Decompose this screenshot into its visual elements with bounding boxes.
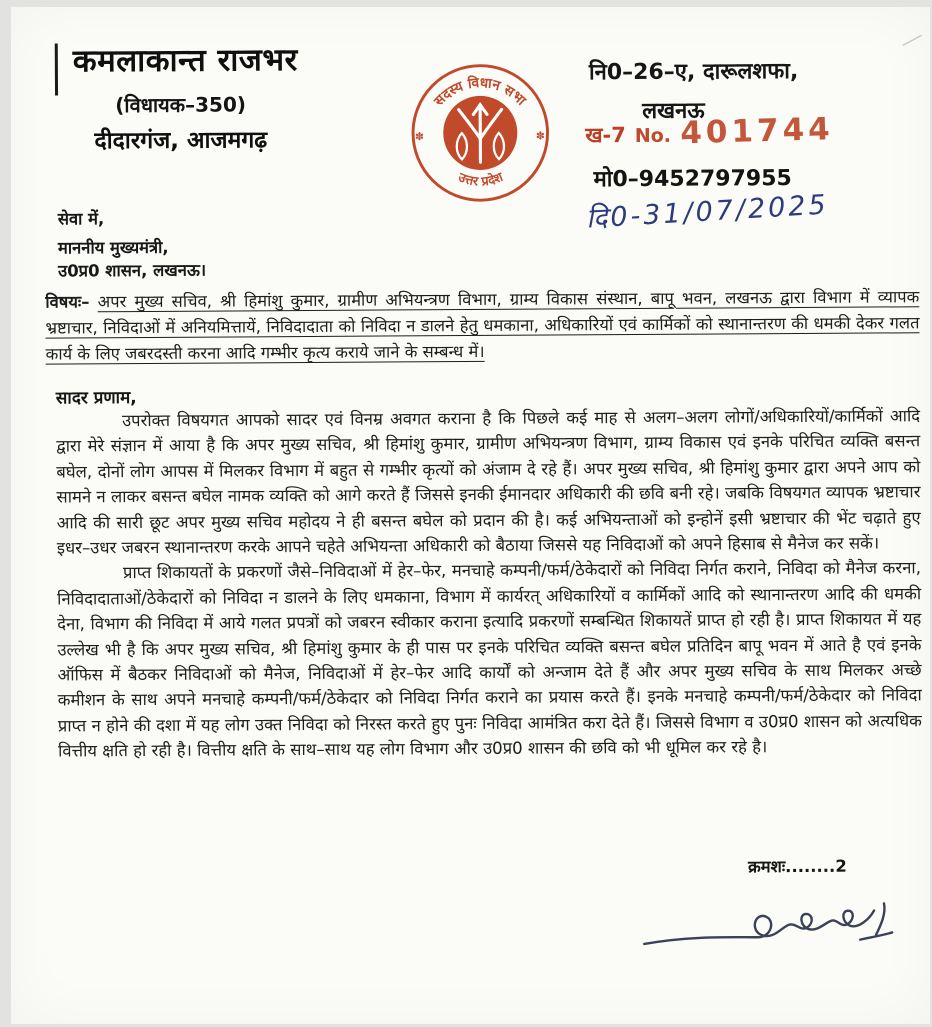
recipient-line1: माननीय मुख्यमंत्री, xyxy=(58,236,206,260)
letter-body xyxy=(56,403,922,764)
signature-scrawl xyxy=(636,894,904,978)
mla-designation: (विधायक–350) xyxy=(73,90,288,118)
serial-number-stamp: 401744 xyxy=(680,111,834,151)
greeting: सादर प्रणाम, xyxy=(56,385,137,408)
seal-top-text: सदस्य विधान सभा xyxy=(430,73,529,110)
body-paragraph: प्राप्त शिकायतों के प्रकरणों जैसे–निविदाओं में हेर–फेर, मनचाहे कम्पनी/फर्म/ठेकेदारों को निविदा निर्गत कराने, निविदा को मैनेज करना, निविदादाताओं/ठेकेदारों को निविदा न डालने के लिए धमकाना, विभाग में कार्यरत् अधिकारियों व कार्मिकों आदि को स्थानान्तरण आदि की धमकी देना, विभाग की निविदा में आये गलत प्रपत्रों को जबरन स्वीकार कराना इत्यादि प्रकरणों सम्बन्धित शिकायतें प्राप्त हो रही है। प्राप्त शिकायत में यह उल्लेख भी है कि अपर मुख्य सचिव, श्री हिमांशु कुमार के ही पास पर इनके परिचित व्यक्ति बसन्त बघेल प्रतिदिन बापू भवन में आते है एवं इनके ऑफिस में बैठकर निविदाओं को मैनेज, निविदाओं में हेर–फेर आदि कार्यों को अन्जाम देते हैं और अपर मुख्य सचिव के साथ मिलकर अच्छे कमीशन के साथ अपने मनचाहे कम्पनी/फर्म/ठेकेदार को निविदा निर्गत कराने का प्रयास करते हैं। इनके मनचाहे कम्पनी/फर्म/ठेकेदार को निविदा प्राप्त न होने की दशा में यह लोग उक्त निविदा को निरस्त करते हुए पुनः निविदा आमंत्रित करा देते हैं। जिससे विभाग व उ0प्र0 शासन को अत्यधिक वित्तीय क्षति हो रही है। वित्तीय क्षति के साथ–साथ यह लोग विभाग और उ0प्र0 शासन की छवि को भी धूमिल कर रहे है। xyxy=(57,556,922,765)
scan-content xyxy=(9,4,932,1027)
letter-page xyxy=(11,7,930,1024)
letter-serial xyxy=(585,113,833,151)
mla-constituency: दीदारगंज, आजमगढ़ xyxy=(63,122,298,155)
residence-address: नि0–26–ए, दारूलशफा, xyxy=(589,55,799,86)
subject-label: विषयः– xyxy=(45,292,89,311)
recipient-line2: उ0प्र0 शासन, लखनऊ। xyxy=(58,259,206,283)
pen-mark-icon xyxy=(901,32,925,48)
name-accent-bar xyxy=(55,44,58,96)
recipient-salutation: सेवा में, xyxy=(58,207,206,231)
mobile-number: मो0–9452797955 xyxy=(593,162,791,193)
subject-line xyxy=(45,284,919,367)
handwritten-date: दि0-31/07/2025 xyxy=(585,184,830,235)
serial-no-label: No. xyxy=(635,125,671,147)
recipient-block xyxy=(58,207,206,283)
seal-star-icon: ✽ xyxy=(415,130,424,143)
vidhan-sabha-seal-icon xyxy=(399,56,562,209)
body-paragraph: उपरोक्त विषयगत आपको सादर एवं विनम्र अवगत कराना है कि पिछले कई माह से अलग–अलग लोगों/अधिकारियों/कार्मिकों आदि द्वारा मेरे संज्ञान में आया है कि अपर मुख्य सचिव, श्री हिमांशु कुमार, ग्रामीण अभियन्त्रण विभाग, ग्राम्य विकास एवं इनके परिचित व्यक्ति बसन्त बघेल, दोनों लोग आपस में मिलकर विभाग में बहुत से गम्भीर कृत्यों को अंजाम दे रहे हैं। अपर मुख्य सचिव, श्री हिमांशु कुमार द्वारा अपने आप को सामने न लाकर बसन्त बघेल नामक व्यक्ति को आगे करते हैं जिससे इनकी ईमानदार अधिकारी की छवि बनी रहे। जबकि विषयगत व्यापक भ्रष्टाचार आदि की सारी छूट अपर मुख्य सचिव महोदय ने ही बसन्त बघेल को प्रदान की है। कई अभियन्ताओं को इन्होनें इसी भ्रष्टाचार की भेंट चढ़ाते हुए इधर–उधर जबरन स्थानान्तरण करके आपने चहेते अभियन्ता अधिकारी को बैठाया जिससे यह निविदाओं को अपने हिसाब से मैनेज कर सकें। xyxy=(56,403,921,561)
subject-text: अपर मुख्य सचिव, श्री हिमांशु कुमार, ग्रामीण अभियन्त्रण विभाग, ग्राम्य विकास संस्थान, बापू भवन, लखनऊ द्वारा विभाग में व्यापक भ्रष्टाचार, निविदाओं में अनियमित्तायें, निविदादाता को निविदा न डालने हेतु धमकाना, अधिकारियों एवं कार्मिकों को स्थानान्तरण की धमकी देकर गलत कार्य के लिए जबरदस्ती करना आदि गम्भीर कृत्य कराये जाने के सम्बन्ध में। xyxy=(45,287,919,363)
mla-name: कमलाकान्त राजभर xyxy=(73,38,298,81)
serial-series: ख-7 xyxy=(585,121,626,149)
seal-star-icon: ✽ xyxy=(536,129,545,142)
seal-bottom-text: उत्तर प्रदेश xyxy=(455,168,506,189)
city: लखनऊ xyxy=(642,95,705,125)
continuation-note: क्रमशः........2 xyxy=(59,854,847,882)
